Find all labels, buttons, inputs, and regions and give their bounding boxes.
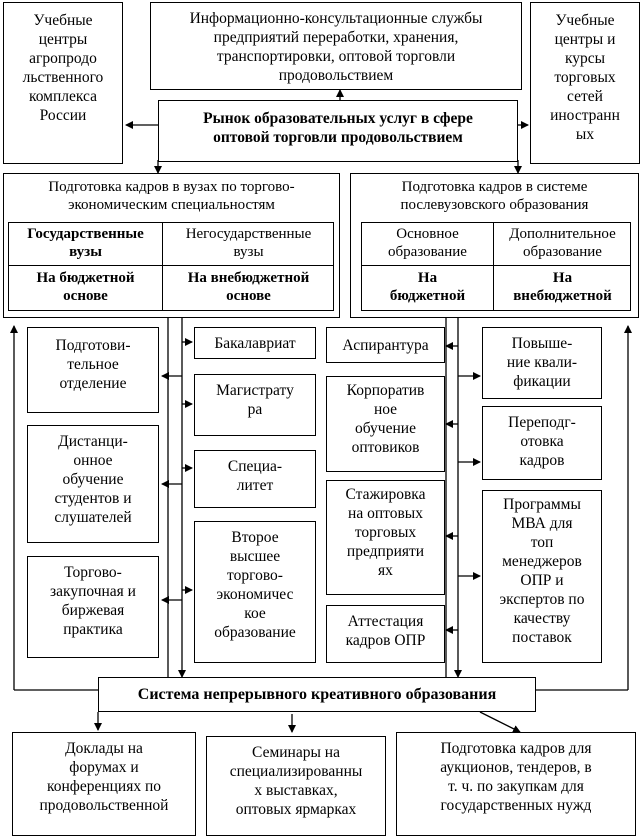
continuous-education-system-box: Система непрерывного креативного образования xyxy=(98,677,536,712)
second-higher-education-box: Второе высшее торгово- экономичес кое образование xyxy=(194,521,316,663)
qualification-improvement-box: Повыше- ние квали- фикации xyxy=(482,327,602,399)
universities-title: Подготовка кадров в вузах по торгово- экономическим специальностям xyxy=(48,179,295,213)
offbudget-basis-cell: На внебюджетной основе xyxy=(187,270,310,304)
corporate-training-box: Корпоратив ное обучение оптовиков xyxy=(326,376,445,472)
pg-budget-cell: На бюджетной xyxy=(389,270,466,304)
state-universities-cell: Государственные вузы xyxy=(27,226,144,260)
budget-basis-cell: На бюджетной основе xyxy=(36,270,135,304)
basic-education-cell: Основное образование xyxy=(388,226,467,260)
certification-box: Аттестация кадров ОПР xyxy=(326,605,445,663)
nonstate-universities-cell: Негосударственные вузы xyxy=(185,226,312,260)
trade-practice-box: Торгово- закупочная и биржевая практика xyxy=(27,556,159,658)
auction-training-box: Подготовка кадров для аукционов, тендеров, в т. ч. по закупкам для государственных нужд xyxy=(396,732,636,836)
postgraduate-title: Подготовка кадров в системе послевузовского образования xyxy=(400,179,589,213)
master-box: Магистрату ра xyxy=(194,374,316,436)
mba-programs-box: Программы МВА для топ менеджеров ОПР и экспертов по качеству поставок xyxy=(482,490,602,663)
foreign-retail-training-box: Учебные центры и курсы торговых сетей иностранн ых xyxy=(530,2,640,164)
postgraduate-study-box: Аспирантура xyxy=(326,327,445,363)
agro-training-centers-box: Учебные центры агропродо льственного комплекса России xyxy=(3,2,123,164)
additional-education-cell: Дополнительное образование xyxy=(509,226,616,260)
universities-panel xyxy=(3,173,340,318)
info-consulting-services-box: Информационно-консультационные службы предприятий переработки, хранения, транспортировки, оптовой торговли продовольствием xyxy=(150,2,522,90)
bachelor-box: Бакалавриат xyxy=(194,327,316,359)
preparatory-department-box: Подготови- тельное отделение xyxy=(27,327,159,413)
retraining-box: Переподг- отовка кадров xyxy=(482,406,602,480)
pg-offbudget-cell: На внебюджетной xyxy=(513,270,612,304)
postgraduate-panel xyxy=(350,173,639,318)
specialist-box: Специа- литет xyxy=(194,450,316,508)
postgraduate-table xyxy=(361,222,631,311)
exhibition-seminars-box: Семинары на специализированны х выставках, оптовых ярмарках xyxy=(206,736,386,836)
education-market-box: Рынок образовательных услуг в сфере оптовой торговли продовольствием xyxy=(158,100,518,162)
universities-table xyxy=(8,222,334,311)
forum-reports-box: Доклады на форумах и конференциях по продовольственной xyxy=(12,732,196,836)
distance-learning-box: Дистанци- онное обучение студентов и слушателей xyxy=(27,425,159,543)
internship-box: Стажировка на оптовых торговых предприяти ях xyxy=(326,480,445,595)
